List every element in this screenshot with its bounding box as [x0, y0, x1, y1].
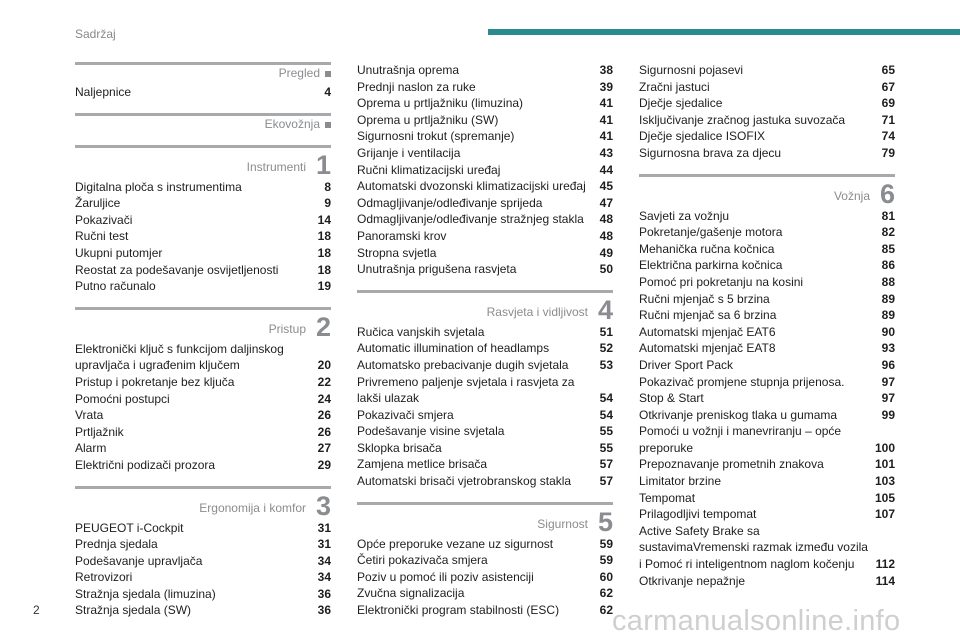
toc-entry-page: 48	[599, 228, 613, 243]
section-rule	[75, 307, 331, 310]
toc-section	[357, 502, 613, 619]
toc-entry-title: Zvučna signalizacija	[357, 586, 465, 601]
section-title: Vožnja	[833, 188, 870, 203]
toc-entry-title: Prednji naslon za ruke	[357, 79, 476, 94]
toc-entry-title: Automatski dvozonski klimatizacijski uređaj	[357, 179, 586, 194]
section-header	[357, 502, 613, 537]
toc-entry-title: Otkrivanje nepažnje	[639, 573, 746, 588]
toc-entry-title: Poziv u pomoć ili poziv asistenciji	[357, 569, 534, 584]
section-number: 1	[315, 149, 331, 180]
toc-section	[357, 290, 613, 490]
toc-entry-page: 18	[317, 245, 331, 260]
toc-entry-page: 59	[599, 553, 613, 568]
toc-entry-page: 4	[324, 85, 331, 99]
toc-entry-title: Pomoć pri pokretanju na kosini	[639, 274, 804, 289]
toc-entry-title: Savjeti za vožnju	[639, 208, 730, 223]
toc-entry[interactable]	[639, 573, 895, 590]
section-header	[75, 113, 331, 133]
toc-entry-page: 97	[881, 374, 895, 389]
toc-entry-page: 18	[317, 229, 331, 244]
toc-entry-title: Sigurnosni pojasevi	[639, 63, 744, 77]
toc-entry-page: 97	[881, 391, 895, 406]
toc-entry-title: Active Safety Brake sa sustavimaVremenski razmak između vozila i Pomoć ri inteligentnom naglom kočenju	[639, 523, 868, 572]
section-title: Pregled	[278, 66, 320, 80]
section-header	[357, 290, 613, 325]
toc-entry[interactable]	[357, 162, 613, 179]
toc-entry[interactable]	[357, 112, 613, 129]
toc-entry[interactable]	[75, 553, 331, 570]
toc-entry-page: 81	[881, 208, 895, 223]
toc-entry[interactable]	[75, 391, 331, 408]
toc-entry[interactable]	[75, 195, 331, 212]
toc-entry[interactable]	[639, 324, 895, 341]
toc-entry[interactable]	[639, 128, 895, 145]
toc-entry[interactable]	[75, 569, 331, 586]
toc-list	[357, 536, 613, 619]
toc-entry-page: 14	[317, 212, 331, 227]
toc-entry-title: Ukupni putomjer	[75, 245, 163, 260]
toc-entry-title: Panoramski krov	[357, 228, 447, 243]
toc-entry[interactable]	[75, 341, 331, 374]
section-header	[75, 145, 331, 180]
toc-entry[interactable]	[357, 456, 613, 473]
toc-entry[interactable]	[357, 145, 613, 162]
toc-entry[interactable]	[639, 374, 895, 391]
toc-entry-title: Sigurnosna brava za djecu	[639, 145, 782, 160]
toc-entry-page: 41	[599, 96, 613, 111]
toc-entry-page: 45	[599, 179, 613, 194]
toc-entry-title: Pomoći u vožnji i manevriranju – opće preporuke	[639, 424, 842, 455]
toc-entry-page: 26	[317, 424, 331, 439]
section-header	[75, 307, 331, 342]
header-accent-bar	[488, 29, 960, 35]
toc-entry[interactable]	[357, 440, 613, 457]
toc-entry-page: 34	[317, 570, 331, 585]
section-rule	[75, 62, 331, 65]
toc-entry-page: 9	[324, 196, 331, 211]
toc-entry-page: 36	[317, 603, 331, 618]
toc-entry-page: 55	[599, 424, 613, 439]
toc-entry[interactable]	[639, 208, 895, 225]
toc-entry[interactable]	[639, 257, 895, 274]
toc-entry-page: 38	[599, 63, 613, 77]
toc-entry-page: 114	[875, 573, 895, 588]
toc-entry[interactable]	[357, 195, 613, 212]
toc-entry-page: 43	[599, 145, 613, 160]
toc-entry-title: Naljepnice	[75, 85, 132, 99]
toc-entry-page: 112	[875, 557, 895, 572]
toc-entry-title: Otkrivanje preniskog tlaka u gumama	[639, 407, 838, 422]
toc-entry[interactable]	[639, 357, 895, 374]
toc-entry-page: 8	[324, 179, 331, 194]
section-header	[639, 174, 895, 209]
toc-entry-title: Elektronički program stabilnosti (ESC)	[357, 603, 560, 618]
toc-entry[interactable]	[639, 407, 895, 424]
toc-entry[interactable]	[357, 211, 613, 228]
toc-entry[interactable]	[639, 506, 895, 523]
toc-entry[interactable]	[75, 602, 331, 619]
toc-entry-page: 69	[881, 96, 895, 111]
section-header	[75, 62, 331, 82]
toc-entry[interactable]	[75, 245, 331, 262]
section-rule	[639, 174, 895, 177]
square-bullet-icon	[325, 122, 331, 128]
toc-entry-title: Prednja sjedala	[75, 537, 158, 552]
toc-entry[interactable]	[357, 79, 613, 96]
toc-entry-page: 41	[599, 112, 613, 127]
toc-entry[interactable]	[357, 62, 613, 79]
toc-entry[interactable]	[639, 473, 895, 490]
toc-entry-page: 34	[317, 553, 331, 568]
toc-entry-page: 51	[599, 324, 613, 339]
toc-entry[interactable]	[75, 179, 331, 196]
section-rule	[75, 486, 331, 489]
toc-entry-page: 90	[881, 324, 895, 339]
toc-entry[interactable]	[75, 586, 331, 603]
toc-entry[interactable]	[639, 145, 895, 162]
toc-entry-page: 24	[317, 391, 331, 406]
section-number: 5	[597, 506, 613, 537]
toc-entry-title: Elektronički ključ s funkcijom daljinskog upravljača i ugrađenim ključem	[75, 341, 284, 373]
toc-entry-title: Mehanička ručna kočnica	[639, 241, 775, 256]
toc-entry-page: 44	[599, 162, 613, 177]
toc-entry-title: Zračni jastuci	[639, 79, 710, 94]
toc-entry-page: 82	[881, 225, 895, 240]
toc-entry[interactable]	[357, 357, 613, 374]
square-bullet-icon	[325, 71, 331, 77]
toc-list	[639, 62, 895, 162]
toc-entry-title: Ručni mjenjač sa 6 brzina	[639, 308, 777, 323]
toc-entry-title: Oprema u prtljažniku (SW)	[357, 112, 499, 127]
toc-entry-title: Oprema u prtljažniku (limuzina)	[357, 96, 524, 111]
toc-entry[interactable]	[639, 423, 895, 456]
toc-entry[interactable]	[75, 440, 331, 457]
toc-entry[interactable]	[75, 520, 331, 537]
toc-entry[interactable]	[639, 390, 895, 407]
toc-entry-title: Automatic illumination of headlamps	[357, 341, 550, 356]
toc-entry[interactable]	[75, 212, 331, 229]
toc-entry-page: 59	[599, 536, 613, 551]
toc-entry[interactable]	[639, 307, 895, 324]
toc-entry-page: 57	[599, 474, 613, 489]
toc-entry-page: 88	[881, 274, 895, 289]
toc-entry-title: Isključivanje zračnog jastuka suvozača	[639, 112, 846, 127]
toc-entry[interactable]	[357, 602, 613, 619]
toc-entry-title: Vrata	[75, 408, 104, 423]
toc-entry-page: 50	[599, 262, 613, 277]
toc-entry[interactable]	[639, 62, 895, 79]
toc-entry[interactable]	[357, 569, 613, 586]
toc-entry-title: Pokazivač promjene stupnja prijenosa.	[639, 374, 845, 389]
toc-entry-page: 47	[599, 195, 613, 210]
toc-entry-title: Unutrašnja oprema	[357, 63, 460, 77]
toc-entry-title: Ručni klimatizacijski uređaj	[357, 162, 501, 177]
watermark: carmanualsonline.info	[612, 605, 901, 637]
toc-entry-title: Pokazivači smjera	[357, 407, 454, 422]
toc-entry-title: Digitalna ploča s instrumentima	[75, 179, 242, 194]
toc-entry-page: 39	[599, 79, 613, 94]
toc-entry-title: Driver Sport Pack	[639, 357, 734, 372]
toc-entry-page: 100	[874, 440, 895, 455]
section-title: Pristup	[268, 321, 306, 336]
section-title: Sigurnost	[537, 516, 588, 531]
toc-entry-page: 96	[881, 357, 895, 372]
toc-entry-title: Privremeno paljenje svjetala i rasvjeta za lakši ulazak	[357, 374, 575, 406]
toc-section	[75, 145, 331, 295]
toc-entry[interactable]	[357, 245, 613, 262]
page-number: 2	[33, 603, 40, 617]
section-number: 2	[315, 311, 331, 342]
section-title: Ekovožnja	[264, 116, 320, 131]
toc-entry-page: 29	[317, 457, 331, 472]
toc-entry-page: 85	[881, 241, 895, 256]
toc-entry-title: Alarm	[75, 441, 107, 456]
toc-entry-title: Ručni test	[75, 229, 129, 244]
toc-entry-title: Dječje sjedalice ISOFIX	[639, 129, 766, 144]
toc-entry[interactable]	[75, 374, 331, 391]
toc-entry[interactable]	[75, 536, 331, 553]
toc-list	[75, 520, 331, 620]
toc-section	[357, 62, 613, 278]
toc-list	[75, 84, 331, 101]
toc-section	[639, 62, 895, 162]
toc-entry-title: PEUGEOT i-Cockpit	[75, 520, 184, 535]
toc-entry-page: 71	[881, 112, 895, 127]
toc-entry-title: Automatski mjenjač EAT6	[639, 324, 776, 339]
toc-entry[interactable]	[639, 112, 895, 129]
toc-entry[interactable]	[639, 79, 895, 96]
toc-entry[interactable]	[75, 278, 331, 295]
toc-entry-title: Zamjena metlice brisača	[357, 457, 488, 472]
toc-entry-title: Dječje sjedalice	[639, 96, 723, 111]
toc-entry-page: 99	[881, 407, 895, 422]
toc-entry-page: 57	[599, 457, 613, 472]
section-title: Ergonomija i komfor	[199, 500, 306, 515]
toc-entry[interactable]	[357, 585, 613, 602]
toc-entry-page: 89	[881, 291, 895, 306]
toc-entry-page: 55	[599, 440, 613, 455]
toc-entry-page: 89	[881, 308, 895, 323]
toc-entry-title: Pokazivači	[75, 212, 133, 227]
section-rule	[75, 145, 331, 148]
toc-list	[639, 208, 895, 590]
toc-entry-page: 31	[317, 537, 331, 552]
toc-entry-page: 27	[317, 441, 331, 456]
toc-entry-page: 93	[881, 341, 895, 356]
toc-entry-page: 19	[317, 279, 331, 294]
toc-entry-page: 101	[874, 457, 895, 472]
toc-entry-title: Retrovizori	[75, 570, 133, 585]
toc-entry-title: Tempomat	[639, 490, 696, 505]
toc-entry-title: Automatski mjenjač EAT8	[639, 341, 776, 356]
toc-entry-title: Putno računalo	[75, 279, 156, 294]
toc-entry-title: Žaruljice	[75, 196, 121, 211]
toc-section	[75, 62, 331, 101]
toc-entry-page: 20	[317, 358, 331, 373]
section-title: Instrumenti	[246, 159, 306, 174]
toc-entry-title: Stropna svjetla	[357, 245, 437, 260]
toc-entry-page: 49	[599, 245, 613, 260]
toc-entry-title: Ručica vanjskih svjetala	[357, 324, 485, 339]
toc-column-1	[75, 62, 331, 631]
toc-entry-title: Stražnja sjedala (limuzina)	[75, 586, 216, 601]
toc-entry[interactable]	[357, 261, 613, 278]
page-header-title: Sadržaj	[75, 27, 116, 41]
toc-entry-page: 105	[874, 490, 895, 505]
toc-entry[interactable]	[357, 95, 613, 112]
toc-entry-page: 26	[317, 408, 331, 423]
toc-entry[interactable]	[639, 340, 895, 357]
toc-entry-page: 107	[874, 507, 895, 522]
toc-section	[639, 174, 895, 590]
toc-entry-title: Reostat za podešavanje osvijetljenosti	[75, 262, 279, 277]
toc-entry-title: Stop & Start	[639, 391, 704, 406]
toc-entry-title: Električni podizači prozora	[75, 457, 216, 472]
toc-list	[357, 324, 613, 490]
toc-entry-title: Automatsko prebacivanje dugih svjetala	[357, 357, 569, 372]
toc-section	[75, 307, 331, 474]
toc-entry[interactable]	[639, 224, 895, 241]
toc-entry[interactable]	[357, 228, 613, 245]
toc-entry-title: Limitator brzine	[639, 474, 722, 489]
toc-entry[interactable]	[75, 262, 331, 279]
toc-entry-page: 48	[599, 212, 613, 227]
toc-entry[interactable]	[75, 228, 331, 245]
toc-entry-title: Odmagljivanje/odleđivanje sprijeda	[357, 195, 543, 210]
toc-entry[interactable]	[357, 552, 613, 569]
toc-entry-title: Podešavanje visine svjetala	[357, 424, 505, 439]
toc-entry[interactable]	[357, 128, 613, 145]
toc-entry[interactable]	[639, 274, 895, 291]
toc-entry-page: 79	[881, 145, 895, 160]
section-header	[75, 486, 331, 521]
toc-column-2	[357, 62, 613, 631]
toc-entry[interactable]	[357, 374, 613, 407]
toc-list	[357, 62, 613, 278]
toc-entry-title: Električna parkirna kočnica	[639, 258, 783, 273]
toc-entry-title: Sklopka brisača	[357, 440, 442, 455]
toc-entry-page: 54	[599, 407, 613, 422]
toc-entry-page: 18	[317, 262, 331, 277]
toc-entry-title: Pristup i pokretanje bez ključa	[75, 374, 235, 389]
toc-entry[interactable]	[357, 407, 613, 424]
toc-entry-page: 52	[599, 341, 613, 356]
toc-entry[interactable]	[639, 490, 895, 507]
toc-entry-title: Podešavanje upravljača	[75, 553, 203, 568]
toc-entry-page: 62	[599, 586, 613, 601]
section-title: Rasvjeta i vidljivost	[486, 304, 588, 319]
toc-entry-title: Pomoćni postupci	[75, 391, 170, 406]
section-rule	[75, 113, 331, 116]
toc-entry-title: Prepoznavanje prometnih znakova	[639, 457, 824, 472]
toc-entry[interactable]	[75, 424, 331, 441]
toc-entry-title: Pokretanje/gašenje motora	[639, 225, 783, 240]
section-rule	[357, 290, 613, 293]
toc-column-3	[639, 62, 895, 601]
toc-entry[interactable]	[639, 241, 895, 258]
toc-entry-title: Unutrašnja prigušena rasvjeta	[357, 262, 517, 277]
toc-list	[75, 341, 331, 474]
toc-section	[75, 486, 331, 620]
toc-entry[interactable]	[639, 291, 895, 308]
toc-entry-title: Opće preporuke vezane uz sigurnost	[357, 536, 554, 551]
toc-entry-page: 41	[599, 129, 613, 144]
toc-entry-page: 74	[881, 129, 895, 144]
toc-list	[75, 179, 331, 295]
toc-entry-title: Sigurnosni trokut (spremanje)	[357, 129, 515, 144]
toc-entry[interactable]	[357, 536, 613, 553]
toc-entry[interactable]	[75, 407, 331, 424]
toc-entry-page: 36	[317, 586, 331, 601]
toc-section	[75, 113, 331, 133]
toc-entry[interactable]	[75, 457, 331, 474]
toc-entry-title: Automatski brisači vjetrobranskog stakla	[357, 474, 572, 489]
toc-entry-page: 86	[881, 258, 895, 273]
section-number: 3	[315, 490, 331, 521]
toc-entry[interactable]	[357, 324, 613, 341]
toc-entry-page: 60	[599, 569, 613, 584]
toc-entry[interactable]	[639, 456, 895, 473]
toc-entry-page: 67	[881, 79, 895, 94]
toc-entry-page: 62	[599, 603, 613, 618]
toc-entry-title: Prtljažnik	[75, 424, 124, 439]
toc-entry-title: Odmagljivanje/odleđivanje stražnjeg stakla	[357, 212, 584, 227]
toc-entry-page: 54	[599, 391, 613, 406]
toc-entry-title: Četiri pokazivača smjera	[357, 553, 488, 568]
toc-entry-title: Grijanje i ventilacija	[357, 145, 461, 160]
toc-entry-title: Stražnja sjedala (SW)	[75, 603, 192, 618]
toc-entry-page: 31	[317, 520, 331, 535]
toc-entry[interactable]	[639, 523, 895, 573]
toc-entry[interactable]	[357, 423, 613, 440]
toc-entry[interactable]	[357, 473, 613, 490]
toc-entry[interactable]	[75, 84, 331, 101]
toc-entry-page: 53	[599, 357, 613, 372]
toc-entry-page: 65	[881, 63, 895, 77]
toc-entry-title: Prilagodljivi tempomat	[639, 507, 757, 522]
toc-entry-title: Ručni mjenjač s 5 brzina	[639, 291, 770, 306]
toc-entry-page: 22	[317, 374, 331, 389]
section-number: 4	[597, 294, 613, 325]
toc-entry[interactable]	[357, 178, 613, 195]
section-rule	[357, 502, 613, 505]
toc-entry-page: 103	[874, 474, 895, 489]
section-number: 6	[879, 178, 895, 209]
toc-entry[interactable]	[639, 95, 895, 112]
toc-entry[interactable]	[357, 340, 613, 357]
